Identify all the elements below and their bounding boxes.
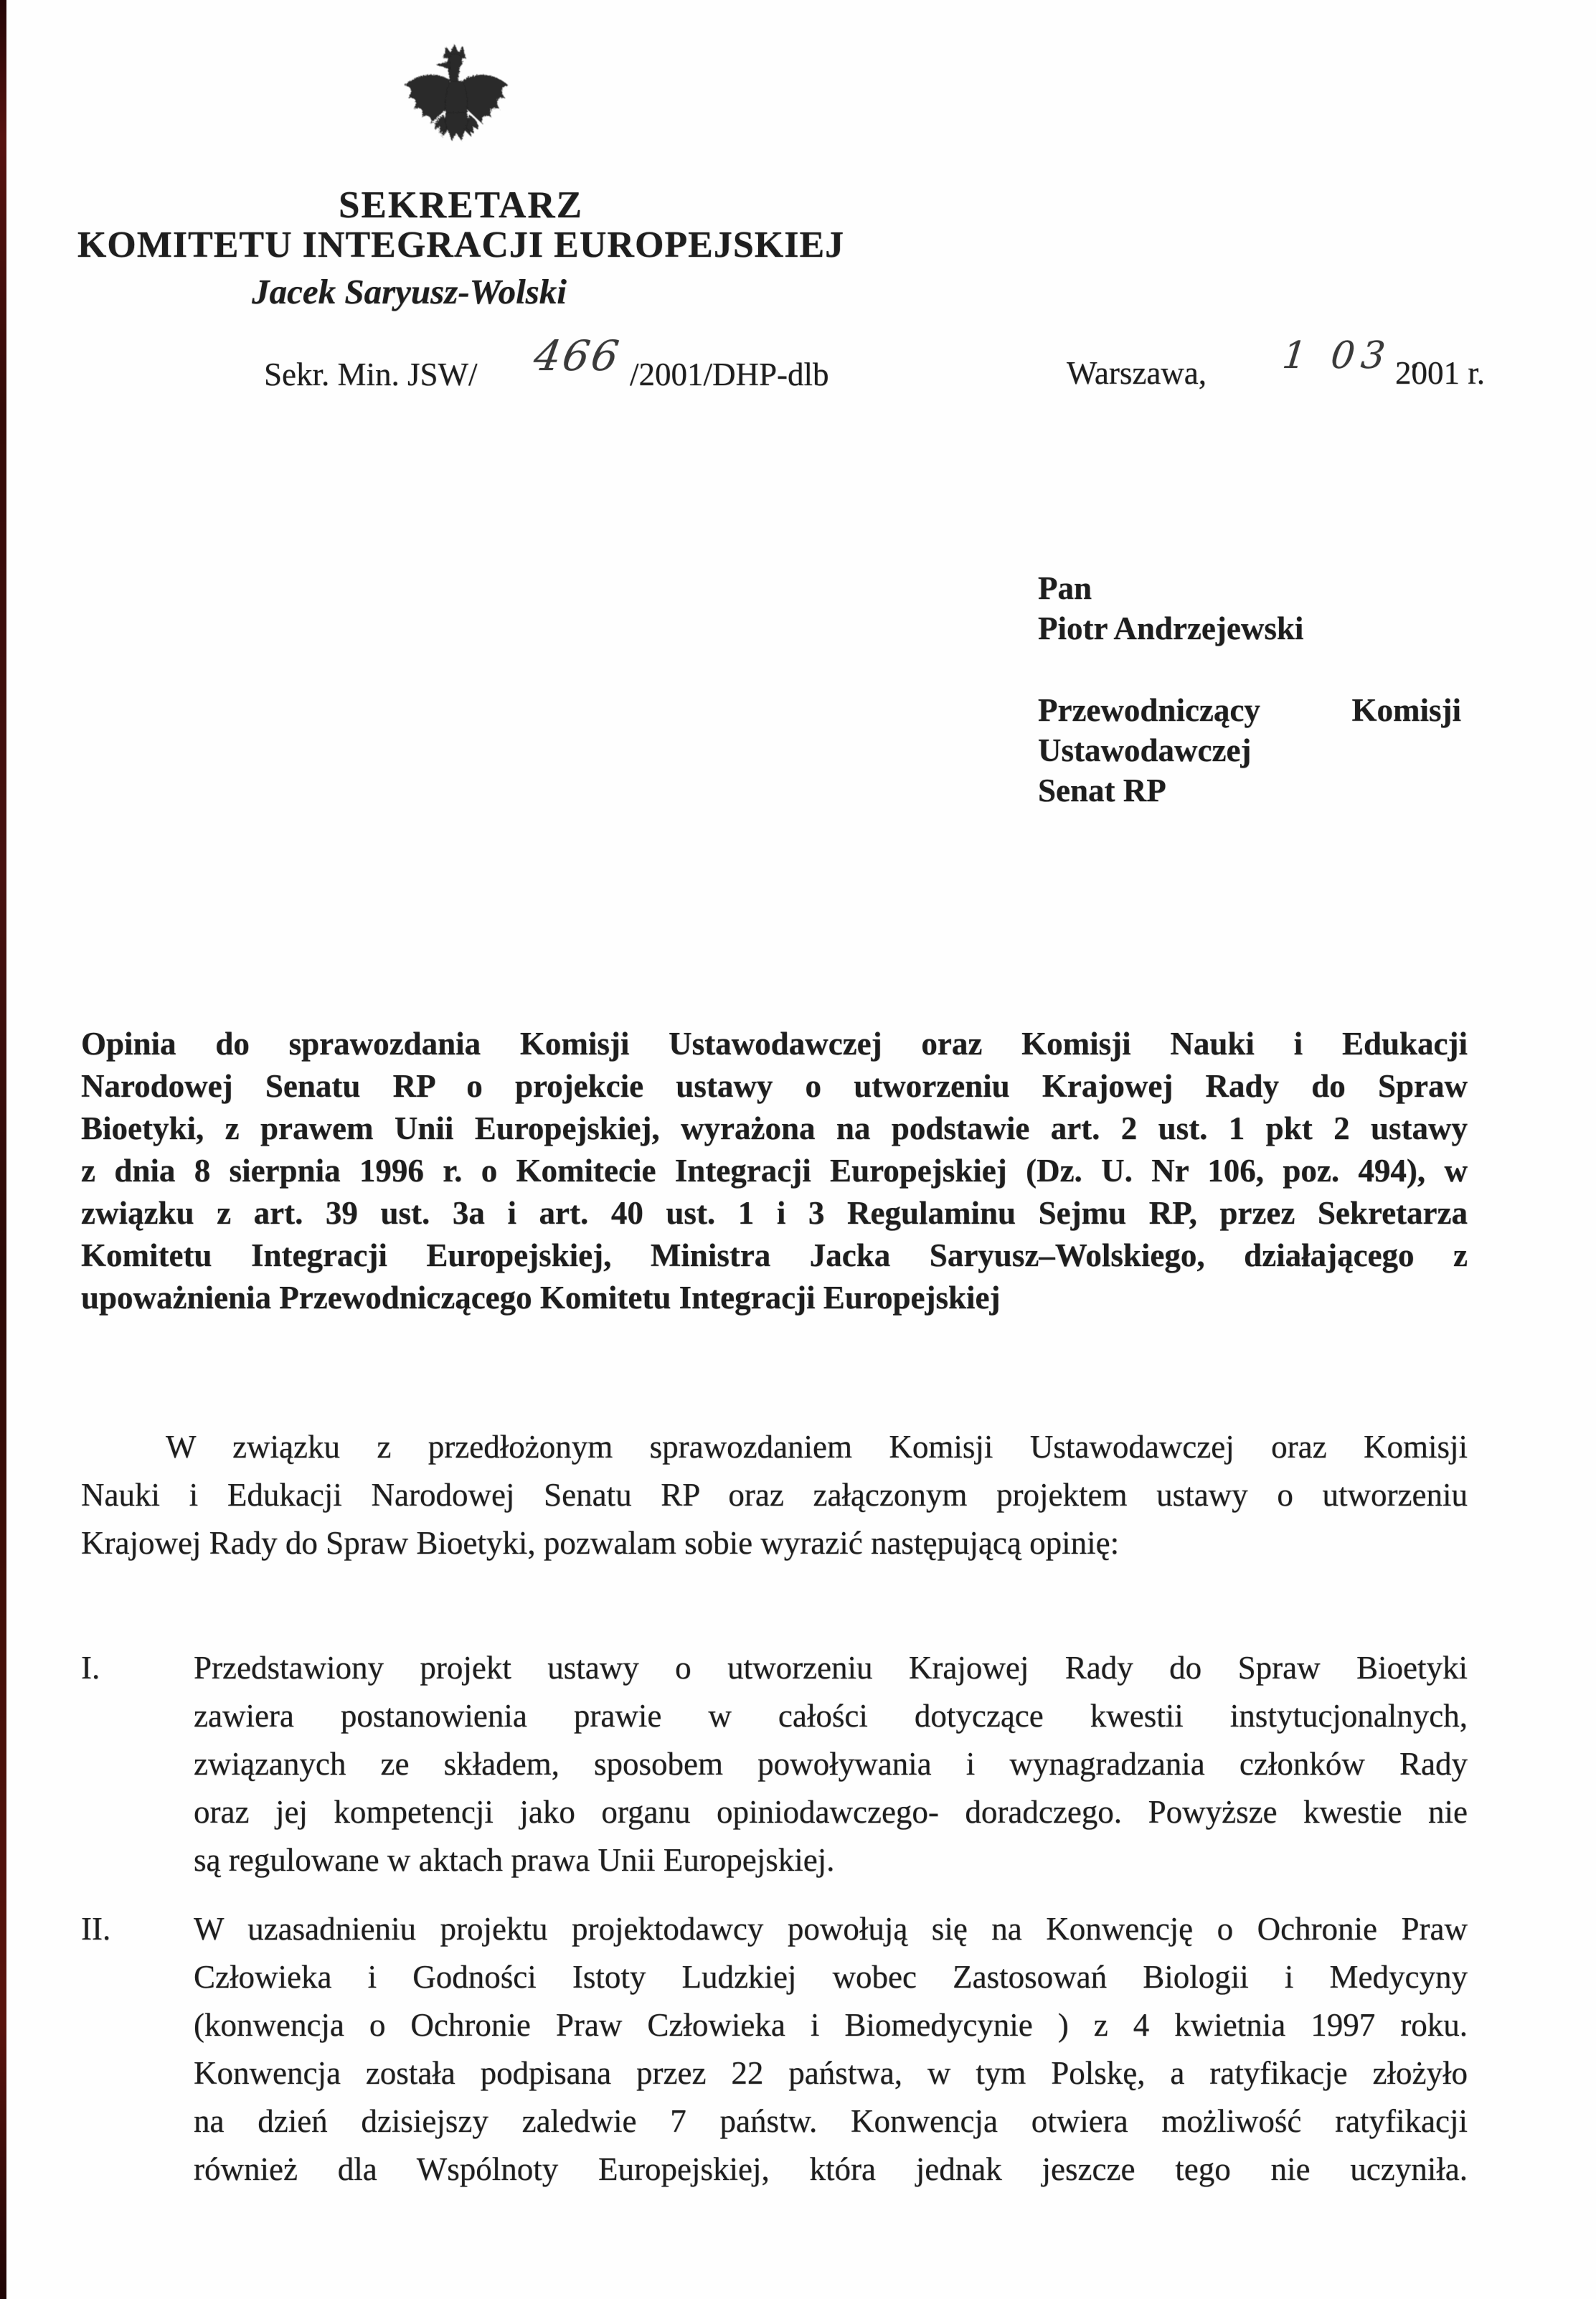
item-line: Konwencja została podpisana przez 22 państwa, w tym Polskę, a ratyfikacje złożyło	[194, 2055, 1468, 2091]
intro-paragraph	[81, 1423, 1468, 1567]
subject-paragraph	[81, 1023, 1468, 1319]
addressee-title-line2: Ustawodawczej	[1038, 732, 1252, 768]
addressee-spacer	[1038, 648, 1461, 690]
reference-number-suffix: /2001/DHP-dlb	[630, 357, 829, 392]
item-text	[194, 1644, 1468, 1884]
addressee-title-word2: Komisji	[1351, 692, 1461, 728]
addressee-name: Piotr Andrzejewski	[1038, 610, 1304, 646]
item-text	[194, 1905, 1468, 2194]
handwritten-date: 1 03 .	[1280, 334, 1430, 377]
item-line: również dla Wspólnoty Europejskiej, która jednak jeszcze tego nie uczyniła.	[194, 2151, 1468, 2187]
intro-line: Nauki i Edukacji Narodowej Senatu RP oraz załączonym projektem ustawy o utworzeniu	[81, 1477, 1468, 1513]
opinion-item-1	[81, 1644, 1468, 1884]
year-label: 2001 r.	[1395, 355, 1486, 391]
item-line: (konwencja o Ochronie Praw Człowieka i Biomedycynie ) z 4 kwietnia 1997 roku.	[194, 2007, 1468, 2043]
subject-line: Komitetu Integracji Europejskiej, Ministra Jacka Saryusz–Wolskiego, działającego z	[81, 1237, 1468, 1273]
item-number: II.	[81, 1911, 111, 1947]
scan-edge-artifact	[0, 0, 6, 2299]
addressee-title-line3: Senat RP	[1038, 773, 1166, 808]
handwritten-reference-number: 466	[530, 331, 625, 380]
subject-line: upoważnienia Przewodniczącego Komitetu Integracji Europejskiej	[81, 1280, 1001, 1316]
addressee-salutation: Pan	[1038, 570, 1092, 606]
item-line: Przedstawiony projekt ustawy o utworzeniu Krajowej Rady do Spraw Bioetyki	[194, 1650, 1468, 1686]
eagle-icon	[395, 42, 515, 168]
item-line: oraz jej kompetencji jako organu opiniodawczego- doradczego. Powyższe kwestie nie	[194, 1794, 1468, 1830]
subject-line: Opinia do sprawozdania Komisji Ustawodawczej oraz Komisji Nauki i Edukacji	[81, 1026, 1468, 1062]
addressee-title-line1	[1038, 690, 1461, 730]
sender-title: SEKRETARZ	[339, 184, 583, 226]
item-line: związanych ze składem, sposobem powoływania i wynagradzania członków Rady	[194, 1746, 1468, 1782]
polish-eagle-emblem	[395, 42, 515, 168]
subject-line: z dnia 8 sierpnia 1996 r. o Komitecie Integracji Europejskiej (Dz. U. Nr 106, poz. 494), w	[81, 1153, 1468, 1189]
addressee-block	[1038, 568, 1461, 811]
item-line: są regulowane w aktach prawa Unii Europejskiej.	[194, 1842, 835, 1878]
subject-line: Narodowej Senatu RP o projekcie ustawy o utworzeniu Krajowej Rady do Spraw	[81, 1068, 1468, 1104]
subject-line: Bioetyki, z prawem Unii Europejskiej, wyrażona na podstawie art. 2 ust. 1 pkt 2 ustawy	[81, 1110, 1468, 1146]
addressee-title-word1: Przewodniczący	[1038, 692, 1260, 728]
intro-line: Krajowej Rady do Spraw Bioetyki, pozwalam sobie wyrazić następującą opinię:	[81, 1525, 1120, 1561]
item-line: na dzień dzisiejszy zaledwie 7 państw. Konwencja otwiera możliwość ratyfikacji	[194, 2103, 1468, 2139]
place-label: Warszawa,	[1067, 355, 1207, 391]
item-line: Człowieka i Godności Istoty Ludzkiej wobec Zastosowań Biologii i Medycyny	[194, 1959, 1468, 1995]
item-number: I.	[81, 1650, 100, 1686]
intro-line: W związku z przedłożonym sprawozdaniem Komisji Ustawodawczej oraz Komisji	[166, 1429, 1468, 1465]
item-line: zawiera postanowienia prawie w całości dotyczące kwestii instytucjonalnych,	[194, 1698, 1468, 1734]
subject-line: związku z art. 39 ust. 3a i art. 40 ust. 1 i 3 Regulaminu Sejmu RP, przez Sekretarza	[81, 1195, 1468, 1231]
reference-number-prefix: Sekr. Min. JSW/	[264, 357, 478, 392]
sender-signer-name: Jacek Saryusz-Wolski	[252, 272, 567, 311]
opinion-item-2	[81, 1905, 1468, 2194]
item-line: W uzasadnieniu projektu projektodawcy powołują się na Konwencję o Ochronie Praw	[194, 1911, 1468, 1947]
sender-organization: KOMITETU INTEGRACJI EUROPEJSKIEJ	[77, 225, 845, 265]
